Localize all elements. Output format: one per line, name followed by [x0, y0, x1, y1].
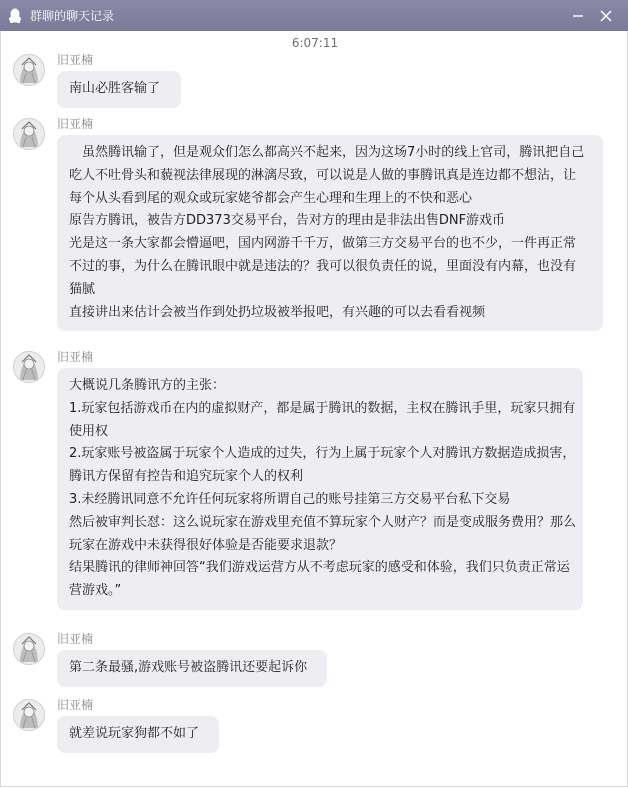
message-line: 腾讯方保留有控告和追究玩家个人的权利	[69, 469, 304, 485]
avatar[interactable]	[13, 54, 45, 86]
message-line: 每个从头看到尾的观众或玩家姥爷都会产生心理和生理上的不快和恶心	[69, 190, 473, 206]
title-bar	[0, 0, 628, 31]
message-line: 光是这一条大家都会懵逼吧，国内网游千千万，做第三方交易平台的也不少，一件再正常	[69, 236, 577, 252]
message-line: 原告方腾讯，被告方DD373交易平台，告对方的理由是非法出售DNF游戏币	[69, 213, 506, 229]
message-line: 2.玩家账号被盗属于玩家个人造成的过失，行为上属于玩家个人对腾讯方数据造成损害，	[69, 446, 576, 462]
chat-history-panel[interactable]	[0, 31, 628, 787]
message-line: 使用权	[69, 423, 109, 439]
message-line: 就差说玩家狗都不如了	[69, 726, 200, 741]
message-bubble[interactable]	[57, 71, 181, 108]
sender-name: 旧亚楠	[57, 698, 94, 712]
close-button[interactable]	[592, 4, 620, 28]
avatar[interactable]	[13, 633, 45, 665]
message-line: 结果腾讯的律师神回答“我们游戏运营方从不考虑玩家的感受和体验，我们只负责正常运	[69, 560, 570, 576]
message-line: 猫腻	[69, 281, 96, 297]
avatar[interactable]	[13, 118, 45, 150]
sender-name: 旧亚楠	[57, 350, 94, 364]
message-line: 1.玩家包括游戏币在内的虚拟财产，都是属于腾讯的数据，主权在腾讯手里，玩家只拥有	[69, 400, 576, 416]
close-icon	[600, 10, 612, 22]
avatar[interactable]	[13, 351, 45, 383]
sender-name: 旧亚楠	[57, 632, 94, 646]
message-bubble[interactable]	[57, 716, 219, 753]
message-line: 虽然腾讯输了，但是观众们怎么都高兴不起来，因为这场7小时的线上官司，腾讯把自己	[69, 145, 585, 160]
message-line: 第二条最骚,游戏账号被盗腾讯还要起诉你	[69, 660, 308, 675]
message-line: 玩家在游戏中未获得很好体验是否能要求退款？	[69, 537, 343, 553]
message-bubble[interactable]	[57, 368, 583, 610]
message-line: 不过的事，为什么在腾讯眼中就是违法的？我可以很负责任的说，里面没有内幕，也没有	[69, 258, 577, 274]
qq-penguin-icon	[8, 8, 24, 24]
minimize-button[interactable]	[564, 4, 592, 28]
minimize-icon	[572, 10, 584, 22]
message-bubble[interactable]	[57, 650, 327, 687]
message-bubble[interactable]	[57, 135, 603, 331]
message-line: 吃人不吐骨头和藐视法律展现的淋漓尽致，可以说是人做的事腾讯真是连边都不想沾，让	[69, 167, 577, 183]
message-line: 直接讲出来估计会被当作到处扔垃圾被举报吧，有兴趣的可以去看看视频	[69, 304, 486, 320]
message-line: 然后被审判长怼：这么说玩家在游戏里充值不算玩家个人财产？而是变成服务费用？那么	[69, 514, 577, 530]
sender-name: 旧亚楠	[57, 117, 94, 131]
avatar[interactable]	[13, 699, 45, 731]
message-line: 营游戏。”	[69, 583, 122, 599]
message-line: 3.未经腾讯同意不允许任何玩家将所谓自己的账号挂第三方交易平台私下交易	[69, 491, 511, 507]
message-line: 南山必胜客输了	[69, 81, 161, 96]
window-title: 群聊的聊天记录	[30, 9, 115, 23]
message-timestamp: 6:07:11	[291, 36, 339, 50]
sender-name: 旧亚楠	[57, 53, 94, 67]
message-line: 大概说几条腾讯方的主张：	[69, 378, 226, 393]
